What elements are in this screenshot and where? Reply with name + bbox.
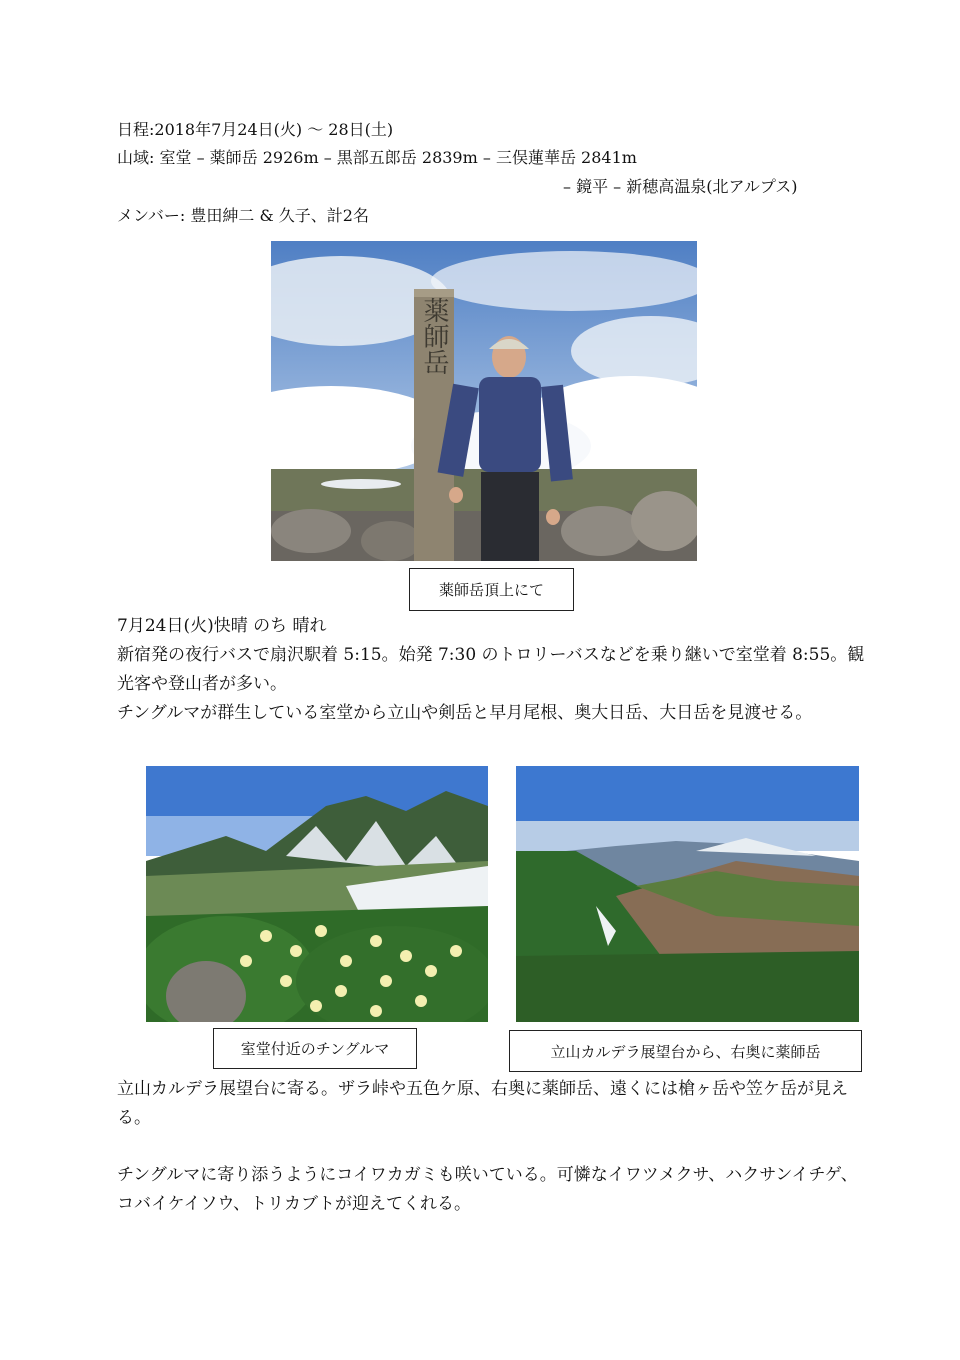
summit-photo bbox=[271, 241, 697, 561]
day1-paragraph-2: チングルマが群生している室堂から立山や剣岳と早月尾根、奥大日岳、大日岳を見渡せる。 bbox=[117, 703, 813, 723]
caption-caldera: 立山カルデラ展望台から、右奥に薬師岳 bbox=[509, 1030, 862, 1072]
caption-summit: 薬師岳頂上にて bbox=[409, 568, 574, 611]
day1-paragraph-4: チングルマに寄り添うようにコイワカガミも咲いている。可憐なイワツメクサ、ハクサンイチゲ、コバイケイソウ、トリカブトが迎えてくれる。 bbox=[117, 1165, 858, 1214]
area-line-2: – 鏡平 – 新穂高温泉(北アルプス) bbox=[563, 177, 798, 196]
members-line: メンバー: 豊田紳二 & 久子、計2名 bbox=[117, 206, 369, 225]
schedule-line: 日程:2018年7月24日(火) 〜 28日(土) bbox=[117, 120, 394, 139]
chinguruma-photo bbox=[146, 766, 488, 1022]
day1-paragraph-1: 新宿発の夜行バスで扇沢駅着 5:15。始発 7:30 のトロリーバスなどを乗り継いで室堂着 8:55。観光客や登山者が多い。 bbox=[117, 645, 865, 694]
day1-heading: 7月24日(火)快晴 のち 晴れ bbox=[117, 616, 327, 636]
day1-paragraph-3: 立山カルデラ展望台に寄る。ザラ峠や五色ケ原、右奥に薬師岳、遠くには槍ヶ岳や笠ケ岳が見える。 bbox=[117, 1079, 848, 1128]
signpost-text: 薬師岳 bbox=[419, 297, 449, 375]
area-line-1: 山域: 室堂 – 薬師岳 2926m – 黒部五郎岳 2839m – 三俣蓮華岳 2841m bbox=[117, 148, 637, 167]
caldera-photo bbox=[516, 766, 859, 1022]
caption-chinguruma: 室堂付近のチングルマ bbox=[213, 1028, 417, 1069]
